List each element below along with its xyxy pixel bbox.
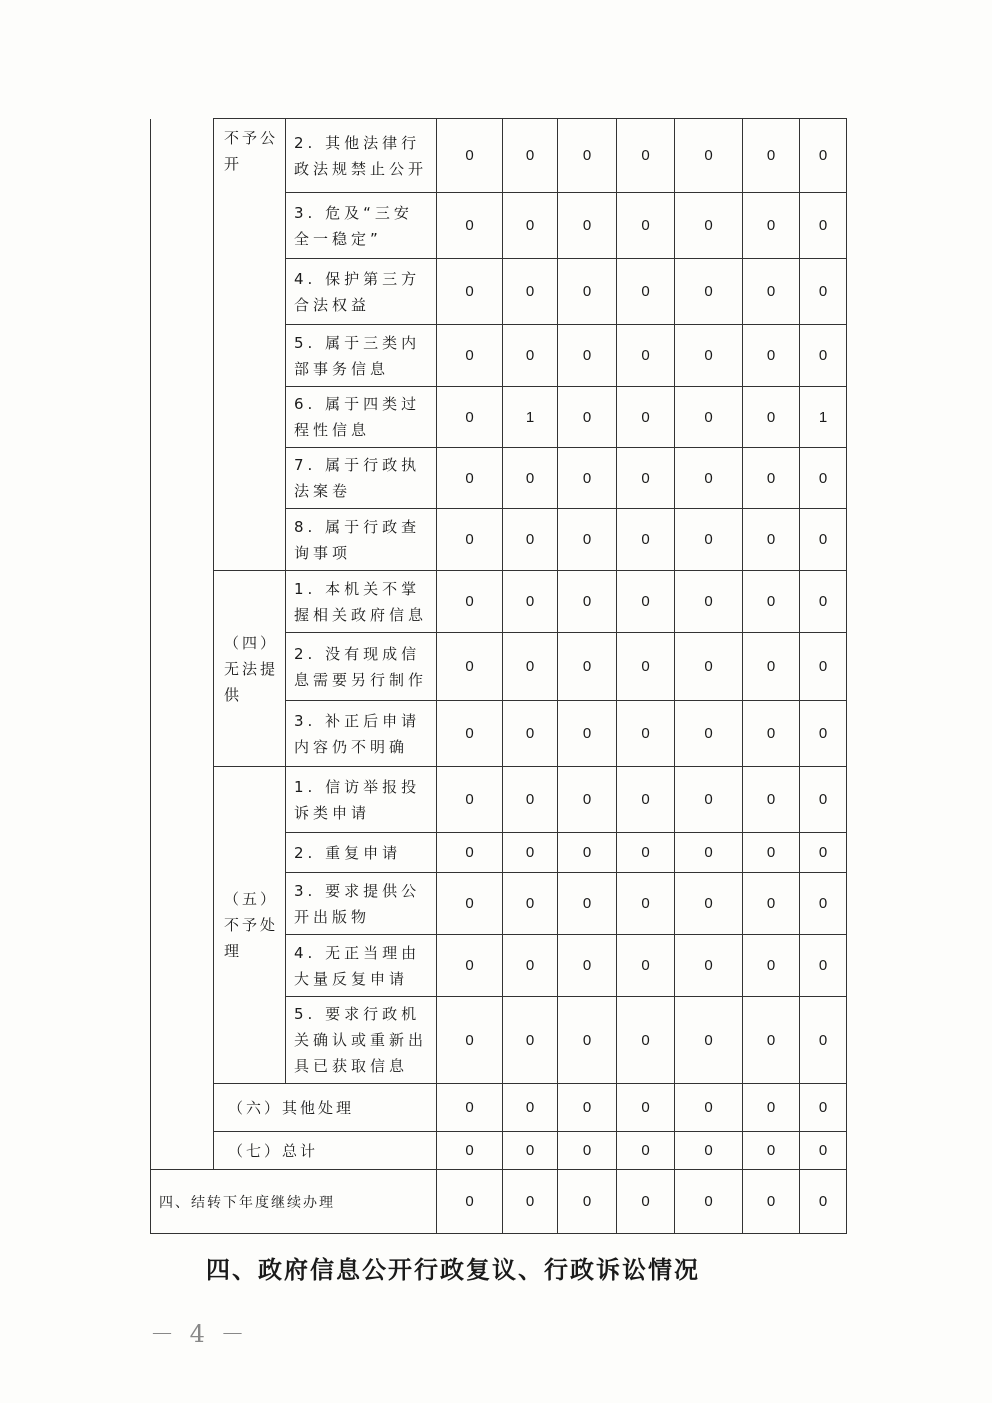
row-label: 1. 信访举报投诉类申请 [286,767,437,833]
value-cell: 0 [503,935,558,997]
page-number: － 4 － [150,1320,249,1348]
value-cell: 0 [743,509,800,571]
value-cell: 0 [617,259,675,325]
group-label: （四） 无法提 供 [214,571,286,767]
value-cell: 0 [617,873,675,935]
value-cell: 0 [558,633,617,701]
value-cell: 0 [558,259,617,325]
value-cell: 0 [800,571,847,633]
value-cell: 0 [675,997,743,1084]
value-cell: 0 [617,997,675,1084]
value-cell: 0 [743,997,800,1084]
value-cell: 0 [437,833,503,873]
table-row [151,767,847,833]
value-cell: 0 [800,633,847,701]
value-cell: 0 [800,833,847,873]
value-cell: 0 [617,935,675,997]
value-cell: 0 [675,1084,743,1132]
value-cell: 0 [800,1132,847,1170]
table-row [151,571,847,633]
value-cell: 0 [617,701,675,767]
value-cell: 0 [437,701,503,767]
row-label: 3. 补正后申请内容仍不明确 [286,701,437,767]
value-cell: 0 [558,1170,617,1234]
value-cell: 0 [675,509,743,571]
value-cell: 0 [503,997,558,1084]
value-cell: 0 [800,325,847,387]
value-cell: 0 [617,387,675,448]
value-cell: 0 [743,1084,800,1132]
value-cell: 0 [558,997,617,1084]
value-cell: 0 [743,873,800,935]
row-label: 1. 本机关不掌握相关政府信息 [286,571,437,633]
value-cell: 0 [675,873,743,935]
value-cell: 0 [558,193,617,259]
row-label: （六）其他处理 [214,1084,437,1132]
value-cell: 0 [800,767,847,833]
value-cell: 0 [675,571,743,633]
row-label: 5. 要求行政机关确认或重新出具已获取信息 [286,997,437,1084]
value-cell: 0 [503,767,558,833]
row-label: 2. 没有现成信息需要另行制作 [286,633,437,701]
value-cell: 0 [743,387,800,448]
value-cell: 0 [503,1170,558,1234]
value-cell: 0 [617,119,675,193]
value-cell: 0 [800,1084,847,1132]
value-cell: 0 [675,448,743,509]
value-cell: 0 [743,701,800,767]
value-cell: 0 [437,448,503,509]
value-cell: 0 [503,873,558,935]
value-cell: 0 [617,325,675,387]
value-cell: 0 [437,193,503,259]
value-cell: 0 [437,509,503,571]
value-cell: 0 [503,509,558,571]
value-cell: 0 [675,119,743,193]
row-label: 6. 属于四类过程性信息 [286,387,437,448]
table-row [151,1132,847,1170]
table-row [151,1084,847,1132]
value-cell: 0 [437,633,503,701]
row-label: 2. 重复申请 [286,833,437,873]
value-cell: 0 [558,325,617,387]
row-label: 3. 要求提供公开出版物 [286,873,437,935]
value-cell: 0 [503,259,558,325]
value-cell: 0 [800,873,847,935]
value-cell: 0 [437,873,503,935]
value-cell: 0 [503,571,558,633]
value-cell: 0 [675,833,743,873]
value-cell: 0 [503,833,558,873]
value-cell: 0 [617,1084,675,1132]
value-cell: 0 [675,1132,743,1170]
group-label: （五） 不予处 理 [214,767,286,1084]
value-cell: 0 [800,509,847,571]
section-heading: 四、政府信息公开行政复议、行政诉讼情况 [206,1255,700,1284]
statistics-table [150,118,847,1234]
value-cell: 0 [617,633,675,701]
value-cell: 0 [675,767,743,833]
value-cell: 0 [800,701,847,767]
value-cell: 0 [617,833,675,873]
value-cell: 0 [437,1170,503,1234]
value-cell: 0 [800,448,847,509]
value-cell: 0 [743,633,800,701]
value-cell: 0 [437,1132,503,1170]
value-cell: 0 [743,1132,800,1170]
value-cell: 0 [437,935,503,997]
value-cell: 0 [743,935,800,997]
value-cell: 0 [437,571,503,633]
value-cell: 0 [437,1084,503,1132]
row-label: 7. 属于行政执法案卷 [286,448,437,509]
value-cell: 0 [800,1170,847,1234]
value-cell: 0 [558,833,617,873]
value-cell: 0 [503,325,558,387]
value-cell: 0 [503,448,558,509]
row-label: 2. 其他法律行政法规禁止公开 [286,119,437,193]
value-cell: 0 [503,701,558,767]
value-cell: 0 [437,387,503,448]
row-label: 5. 属于三类内部事务信息 [286,325,437,387]
value-cell: 0 [800,997,847,1084]
value-cell: 0 [437,767,503,833]
value-cell: 0 [558,387,617,448]
value-cell: 0 [558,1084,617,1132]
value-cell: 0 [675,1170,743,1234]
value-cell: 0 [558,571,617,633]
value-cell: 0 [437,325,503,387]
value-cell: 0 [558,767,617,833]
value-cell: 0 [558,1132,617,1170]
row-label: 4. 无正当理由大量反复申请 [286,935,437,997]
value-cell: 0 [503,633,558,701]
value-cell: 0 [743,325,800,387]
value-cell: 0 [675,633,743,701]
value-cell: 0 [743,259,800,325]
value-cell: 0 [503,1132,558,1170]
value-cell: 0 [558,935,617,997]
value-cell: 0 [675,935,743,997]
value-cell: 0 [558,448,617,509]
value-cell: 0 [743,767,800,833]
value-cell: 1 [800,387,847,448]
value-cell: 0 [437,259,503,325]
value-cell: 0 [617,448,675,509]
group-label: 不予公 开 [214,119,286,571]
value-cell: 0 [743,193,800,259]
value-cell: 0 [558,701,617,767]
value-cell: 0 [675,193,743,259]
value-cell: 0 [743,119,800,193]
value-cell: 0 [617,193,675,259]
row-label: 8. 属于行政查询事项 [286,509,437,571]
value-cell: 0 [503,119,558,193]
value-cell: 0 [743,1170,800,1234]
value-cell: 0 [558,119,617,193]
row-label: （七）总计 [214,1132,437,1170]
value-cell: 0 [675,325,743,387]
value-cell: 0 [617,571,675,633]
value-cell: 0 [800,193,847,259]
value-cell: 0 [743,571,800,633]
value-cell: 0 [743,448,800,509]
value-cell: 0 [675,701,743,767]
value-cell: 0 [675,259,743,325]
outer-blank-cell [151,119,214,1170]
row-label: 四、结转下年度继续办理 [151,1170,437,1234]
value-cell: 0 [558,873,617,935]
value-cell: 0 [617,1132,675,1170]
value-cell: 0 [800,119,847,193]
value-cell: 0 [437,119,503,193]
table-row [151,119,847,193]
value-cell: 0 [503,193,558,259]
value-cell: 0 [617,1170,675,1234]
value-cell: 0 [675,387,743,448]
row-label: 4. 保护第三方合法权益 [286,259,437,325]
value-cell: 0 [437,997,503,1084]
value-cell: 0 [503,1084,558,1132]
value-cell: 0 [743,833,800,873]
value-cell: 0 [617,509,675,571]
table-row [151,1170,847,1234]
value-cell: 0 [617,767,675,833]
row-label: 3. 危及“三安全一稳定” [286,193,437,259]
value-cell: 0 [558,509,617,571]
value-cell: 0 [800,259,847,325]
value-cell: 0 [800,935,847,997]
value-cell: 1 [503,387,558,448]
